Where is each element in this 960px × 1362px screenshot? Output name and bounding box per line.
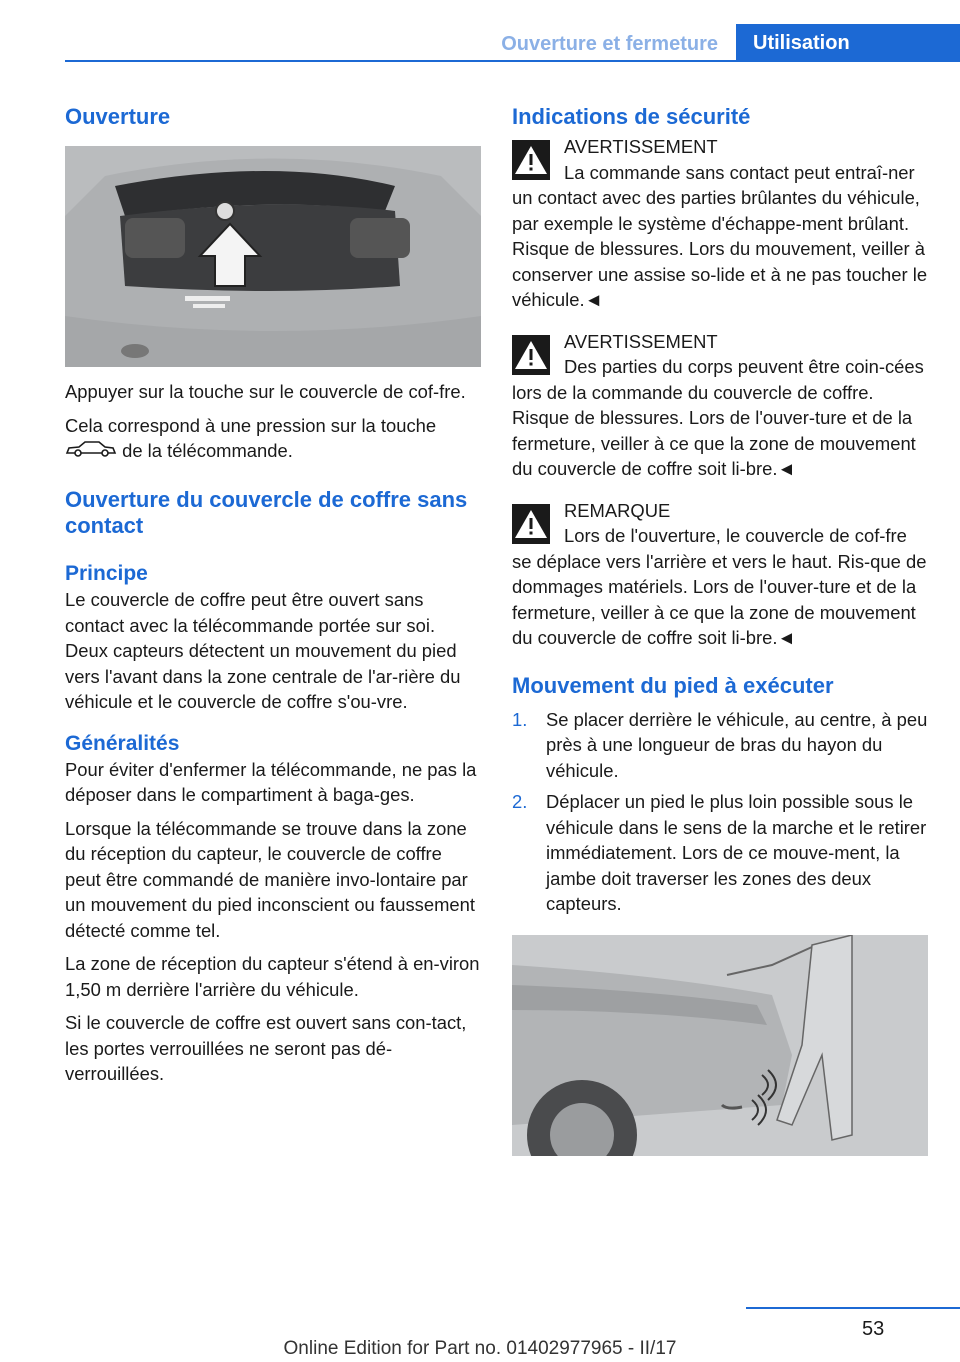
page-number: 53 bbox=[862, 1318, 885, 1340]
header-tab-utilisation[interactable]: Utilisation bbox=[736, 24, 960, 61]
list-item bbox=[512, 707, 928, 784]
list-item bbox=[512, 789, 928, 917]
remote-text-before: Cela correspond à une pression sur la touche bbox=[65, 414, 437, 436]
heading-generalites: Généralités bbox=[65, 731, 180, 755]
left-column bbox=[65, 100, 481, 1095]
step-text: Se placer derrière le véhicule, au centre, à peu près à une longueur de bras du hayon du véhicule. bbox=[546, 708, 928, 781]
remark-block bbox=[512, 498, 928, 651]
car-trunk-icon bbox=[65, 439, 117, 466]
step-text: Déplacer un pied le plus loin possible sous le véhicule dans le sens de la marche et le retirer immédiatement. Lors de ce mouve-ment, la jambe doit traverser les zones des deux capteurs. bbox=[546, 791, 927, 914]
heading-securite: Indications de sécurité bbox=[512, 104, 751, 129]
heading-mouvement: Mouvement du pied à exécuter bbox=[512, 672, 834, 698]
heading-sans-contact: Ouverture du couvercle de coffre sans contact bbox=[65, 487, 468, 539]
paragraph-generalites-4: Si le couvercle de coffre est ouvert sans con-tact, les portes verrouillées ne seront pas dé-verrouillées. bbox=[65, 1012, 467, 1085]
paragraph-generalites-1: Pour éviter d'enfermer la télécommande, ne pas la déposer dans le compartiment à baga-ges. bbox=[65, 758, 477, 806]
step-number: 2. bbox=[512, 791, 528, 812]
warning-2-title: AVERTISSEMENT bbox=[564, 330, 718, 352]
warning-triangle-icon bbox=[512, 504, 550, 544]
step-number: 1. bbox=[512, 708, 528, 730]
figure-trunk-button bbox=[65, 146, 481, 367]
steps-list bbox=[512, 707, 928, 917]
warning-triangle-icon bbox=[512, 335, 550, 375]
warning-1-body: La commande sans contact peut entraî-ner un contact avec des parties brûlantes du véhicule, par exemple le système d'échappe-ment brûlant. Risque de blessures. Lors du mouvement, veiller à conserver une assise so-lide et à ne pas toucher le véhicule.◄ bbox=[512, 161, 928, 310]
warning-block-1 bbox=[512, 134, 928, 313]
header-rule bbox=[65, 60, 960, 62]
header-section-title: Ouverture et fermeture bbox=[501, 33, 718, 55]
paragraph-generalites-2: Lorsque la télécommande se trouve dans la zone du réception du capteur, le couvercle de coffre peut être commandé de manière invo-lontaire par un mouvement du pied inconscient ou faussement détecté comme tel. bbox=[65, 817, 475, 941]
heading-ouverture: Ouverture bbox=[65, 104, 171, 129]
paragraph-press-button: Appuyer sur la touche sur le couvercle de cof-fre. bbox=[65, 381, 466, 402]
remark-body: Lors de l'ouverture, le couvercle de cof-fre se déplace vers l'arrière et vers le haut. Ris-que de dommages matériels. Lors de l'ouver-ture et de la fermeture, veiller à ce que la zone de mouvement du couvercle de coffre soit li-bre.◄ bbox=[512, 525, 927, 648]
paragraph-generalites-3: La zone de réception du capteur s'étend à en-viron 1,50 m derrière l'arrière du véhicule. bbox=[65, 953, 480, 1000]
paragraph-remote-equivalent bbox=[65, 413, 481, 466]
footer-rule bbox=[746, 1307, 960, 1309]
remote-text-after: de la télécommande. bbox=[117, 440, 293, 461]
warning-triangle-icon bbox=[512, 140, 550, 180]
warning-1-title: AVERTISSEMENT bbox=[564, 136, 718, 157]
remark-title: REMARQUE bbox=[564, 499, 671, 521]
figure-foot-movement bbox=[512, 935, 928, 1156]
right-column bbox=[512, 100, 928, 1156]
footer-edition: Online Edition for Part no. 01402977965 - II/17 bbox=[283, 1338, 677, 1359]
warning-2-body: Des parties du corps peuvent être coin-cées lors de la commande du couvercle de coffre. Risque de blessures. Lors de l'ouver-ture et de la fermeture, veiller à ce que la zone de mouvement du couvercle de coffre soit li-bre.◄ bbox=[512, 356, 924, 479]
warning-block-2 bbox=[512, 329, 928, 482]
paragraph-principe: Le couvercle de coffre peut être ouvert sans contact avec la télécommande portée sur soi. Deux capteurs détectent un mouvement du pied vers l'avant dans la zone centrale de l'ar-rière du véhicule et le couvercle de coffre s'ou-vre. bbox=[65, 589, 461, 713]
heading-principe: Principe bbox=[65, 562, 148, 586]
